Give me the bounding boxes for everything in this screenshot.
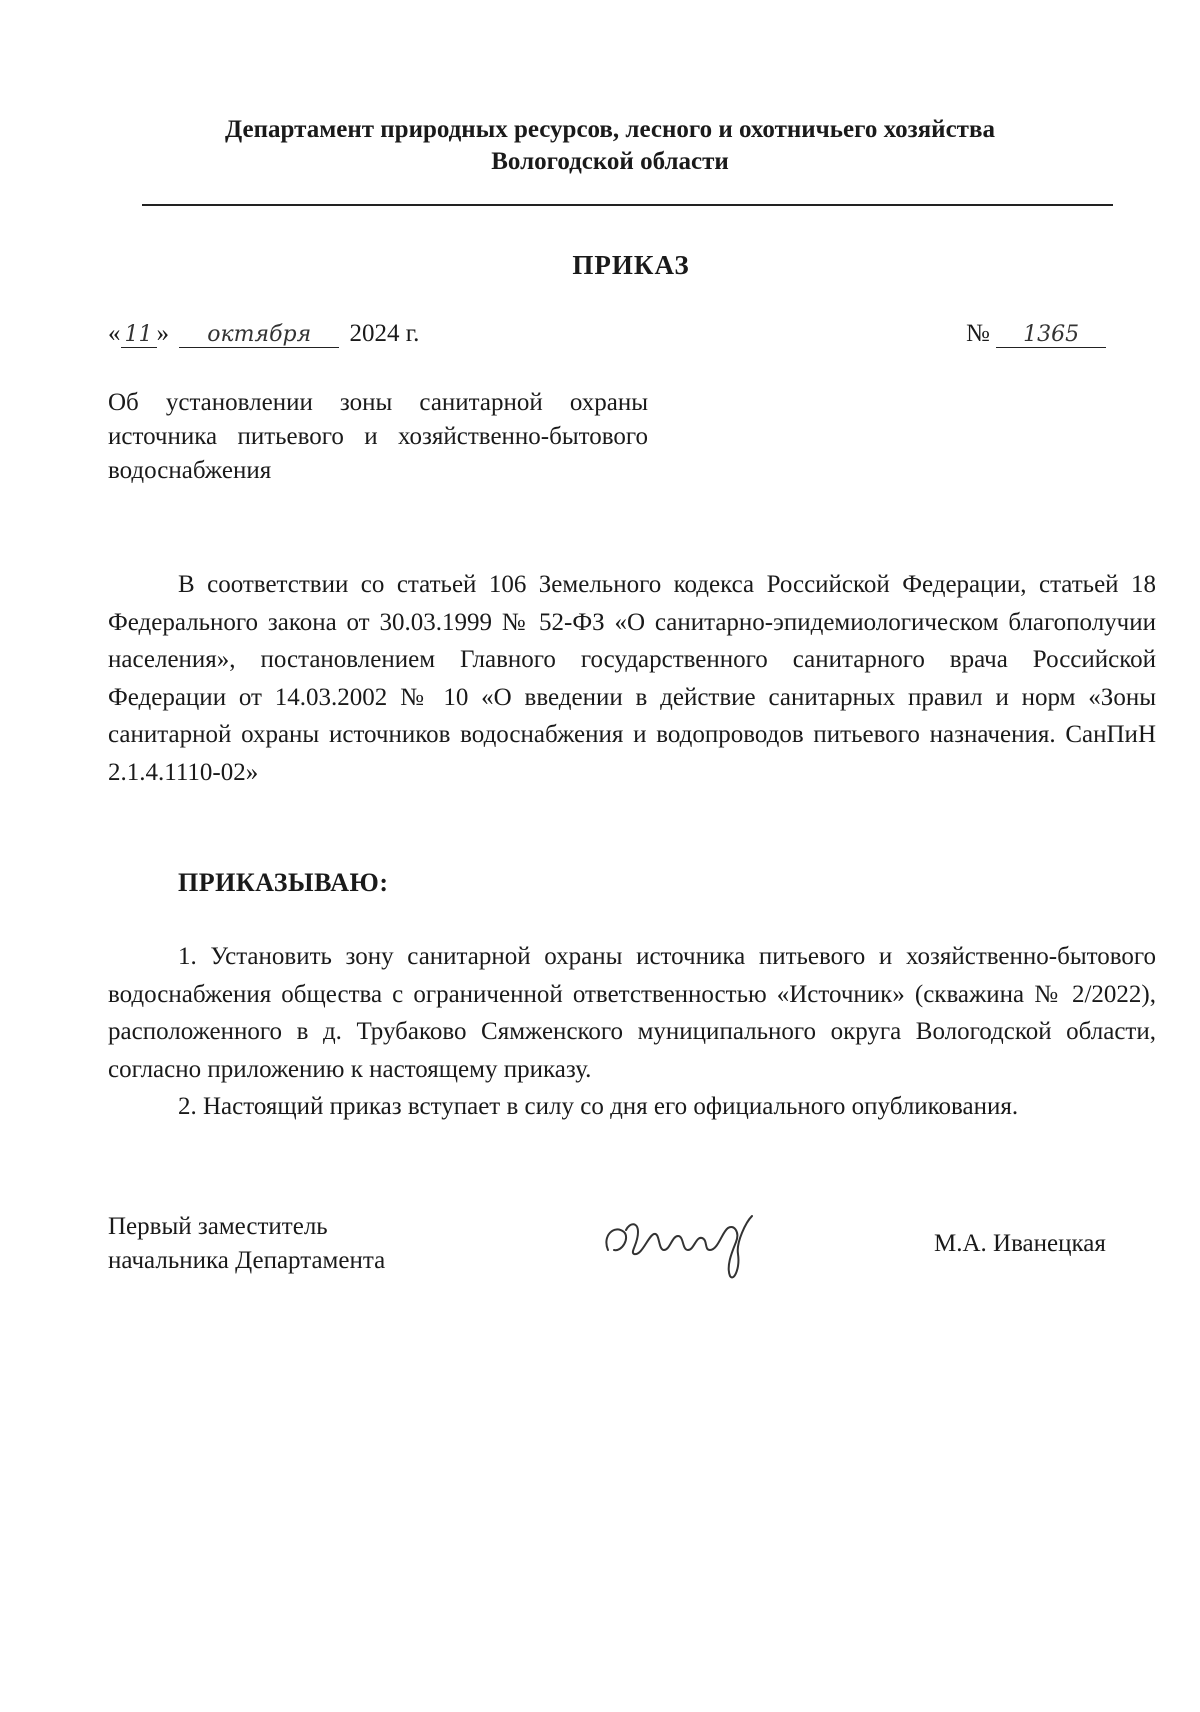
- order-items: [108, 938, 1156, 1126]
- signatory-position: [108, 1210, 385, 1278]
- order-subject: Об установлении зоны санитарной охраны источника питьевого и хозяйственно-бытового водоснабжения: [108, 389, 648, 484]
- signatory-position-line2: начальника Департамента: [108, 1247, 386, 1274]
- department-name-line2: Вологодской области: [491, 148, 729, 175]
- header-divider: [142, 204, 1113, 206]
- order-number-handwritten: 1365: [996, 323, 1106, 348]
- signatory-name: М.А. Иванецкая: [934, 1230, 1106, 1257]
- order-date: [108, 318, 419, 350]
- order-item-2: 2. Настоящий приказ вступает в силу со дня его официального опубликования.: [178, 1093, 1019, 1120]
- order-number: [966, 318, 1106, 350]
- department-name-line1: Департамент природных ресурсов, лесного и охотничьего хозяйства: [225, 116, 995, 143]
- preamble-paragraph: В соответствии со статьей 106 Земельного кодекса Российской Федерации, статьей 18 Федерального закона от 30.03.1999 № 52-ФЗ «О санитарно-эпидемиологическом благополучии населения», постановлением Главного государственного санитарного врача Российской Федерации от 14.03.2002 № 10 «О введении в действие санитарных правил и норм «Зоны санитарной охраны источников водоснабжения и водопроводов питьевого назначения. СанПиН 2.1.4.1110-02»: [108, 571, 1156, 786]
- department-header: [110, 114, 1110, 178]
- date-open-quote: «: [108, 320, 121, 347]
- handwritten-signature: [600, 1192, 800, 1282]
- signatory-position-line1: Первый заместитель: [108, 1213, 328, 1240]
- document-title: ПРИКАЗ: [572, 250, 690, 280]
- order-item-1: 1. Установить зону санитарной охраны источника питьевого и хозяйственно-бытового водоснабжения общества с ограниченной ответственностью «Источник» (скважина № 2/2022), расположенного в д. Трубаково Сямженского муниципального округа Вологодской области, согласно приложению к настоящему приказу.: [108, 943, 1156, 1083]
- order-number-label: №: [966, 320, 990, 347]
- date-day-handwritten: 11: [121, 323, 157, 348]
- date-month-handwritten: октября: [179, 323, 339, 348]
- date-year: 2024 г.: [349, 320, 420, 347]
- preamble-block: [108, 566, 1156, 791]
- order-directive-heading: ПРИКАЗЫВАЮ:: [178, 868, 389, 897]
- date-close-quote: »: [156, 320, 169, 347]
